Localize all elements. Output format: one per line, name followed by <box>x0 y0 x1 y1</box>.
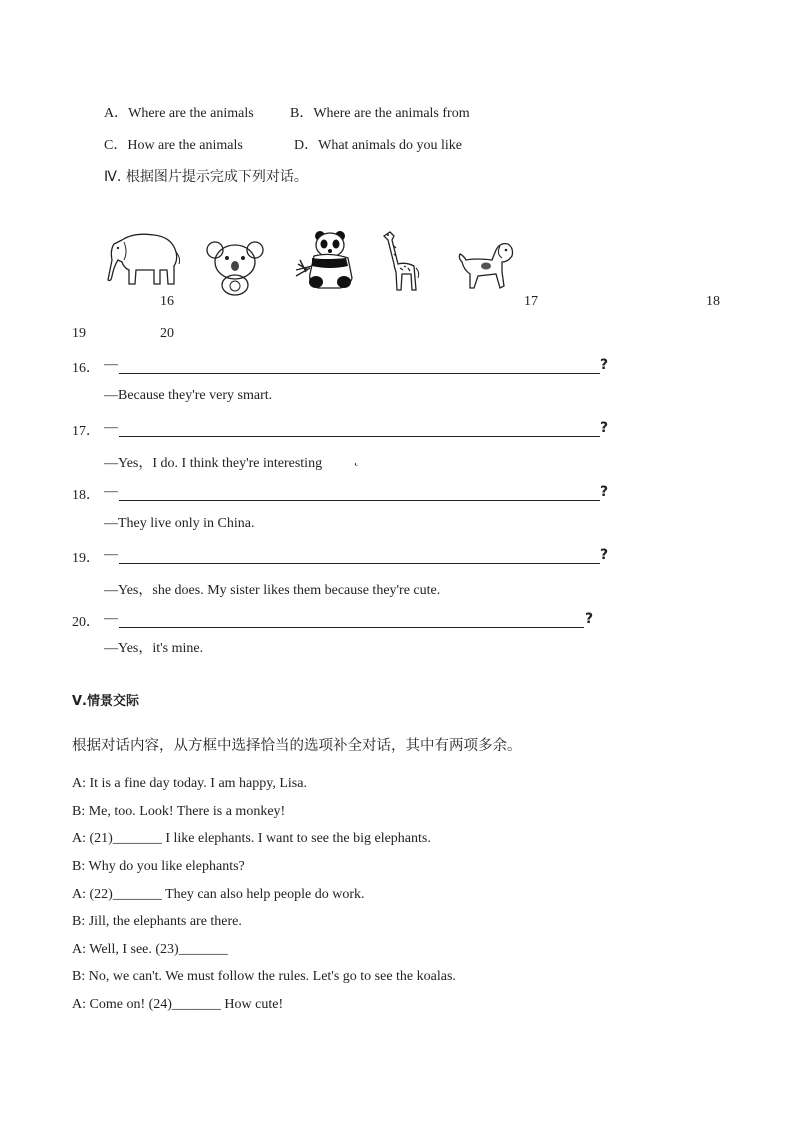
giraffe-icon <box>380 230 422 292</box>
response-18: —They live only in China. <box>104 516 255 531</box>
option-d: D．What animals do you like <box>294 138 462 153</box>
question-number-18: 18． <box>72 488 100 503</box>
dialogue-line: A: It is a fine day today. I am happy, Lisa. <box>72 776 307 791</box>
question-mark: ? <box>600 420 609 436</box>
dialogue-line: B: Why do you like elephants? <box>72 859 245 874</box>
dialogue-line: A: (21)_______ I like elephants. I want to see the big elephants. <box>72 831 431 846</box>
dialogue-line: B: No, we can't. We must follow the rules. Let's go to see the koalas. <box>72 969 456 984</box>
answer-line-16[interactable] <box>119 373 600 374</box>
answer-line-19[interactable] <box>119 563 600 564</box>
pic-label-16: 16 <box>160 294 174 309</box>
pic-label-17: 17 <box>524 294 538 309</box>
section-5-instruction: 根据对话内容，从方框中选择恰当的选项补全对话，其中有两项多余。 <box>72 738 522 754</box>
question-mark: ? <box>600 357 609 373</box>
stray-mark: ˛ <box>354 452 359 467</box>
answer-line-17[interactable] <box>119 436 600 437</box>
question-mark: ? <box>585 611 594 627</box>
option-b: B．Where are the animals from <box>290 106 470 121</box>
response-16: —Because they're very smart. <box>104 388 273 403</box>
question-number-20: 20． <box>72 615 100 630</box>
question-dash: — <box>104 547 118 562</box>
dialogue-line: B: Jill, the elephants are there. <box>72 914 242 929</box>
option-a: A．Where are the animals <box>104 106 254 121</box>
answer-line-20[interactable] <box>119 627 584 628</box>
koala-icon <box>206 238 264 296</box>
section-4-heading: Ⅳ. 根据图片提示完成下列对话。 <box>104 169 308 185</box>
dialogue-line: B: Me, too. Look! There is a monkey! <box>72 804 286 819</box>
pic-label-19: 19 <box>72 326 86 341</box>
question-number-17: 17． <box>72 424 100 439</box>
response-17: —Yes，I do. I think they're interesting <box>104 456 323 471</box>
pic-label-18: 18 <box>706 294 720 309</box>
elephant-icon <box>104 230 182 288</box>
dialogue-line: A: Come on! (24)_______ How cute! <box>72 997 284 1012</box>
question-number-16: 16． <box>72 361 100 376</box>
pic-label-20: 20 <box>160 326 174 341</box>
dog-icon <box>456 240 516 294</box>
question-dash: — <box>104 357 118 372</box>
question-dash: — <box>104 611 118 626</box>
question-dash: — <box>104 420 118 435</box>
question-number-19: 19． <box>72 551 100 566</box>
section-5-heading: Ⅴ.情景交际 <box>72 694 139 709</box>
dialogue-line: A: Well, I see. (23)_______ <box>72 942 228 957</box>
question-mark: ? <box>600 484 609 500</box>
option-c: C．How are the animals <box>104 138 243 153</box>
panda-icon <box>294 230 358 292</box>
question-dash: — <box>104 484 118 499</box>
question-mark: ? <box>600 547 609 563</box>
response-19: —Yes，she does. My sister likes them because they're cute. <box>104 583 441 598</box>
dialogue-line: A: (22)_______ They can also help people do work. <box>72 887 365 902</box>
response-20: —Yes，it's mine. <box>104 641 204 656</box>
answer-line-18[interactable] <box>119 500 600 501</box>
